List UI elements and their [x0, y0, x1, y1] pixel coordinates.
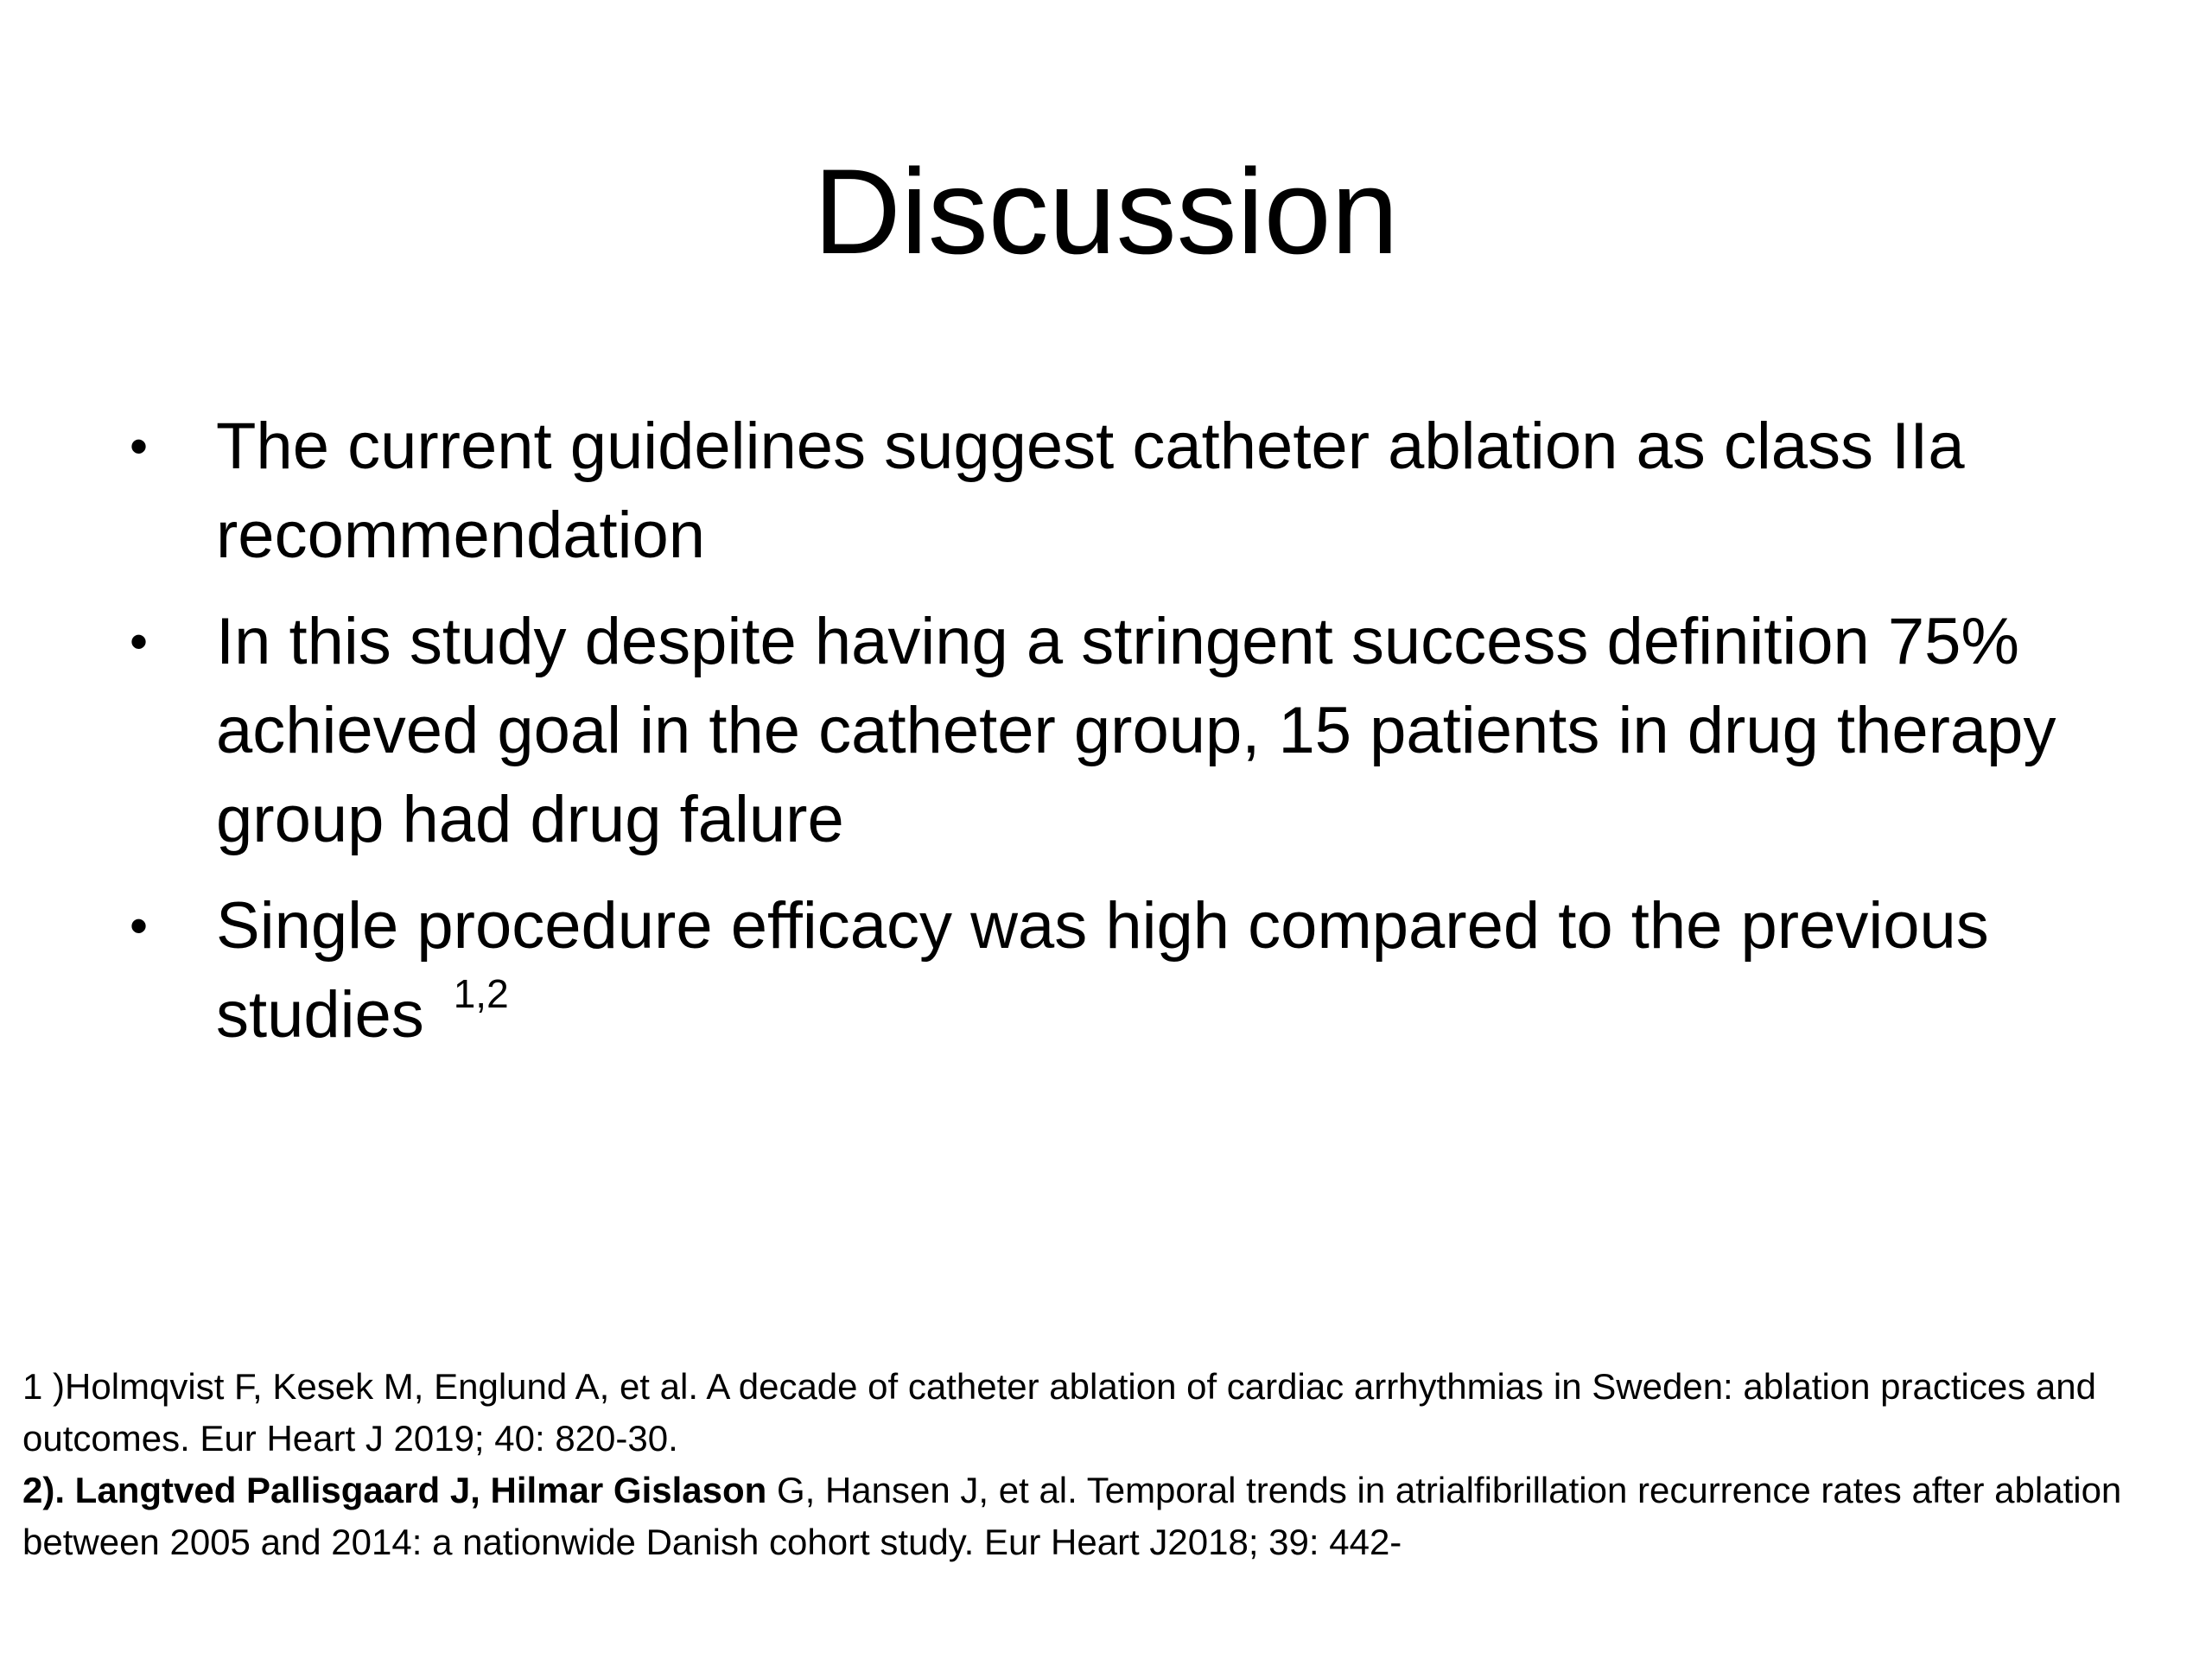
- citation-superscript: 1,2: [442, 971, 509, 1016]
- bullet-dot: •: [130, 417, 149, 475]
- bullet-item-efficacy: [130, 881, 2108, 1059]
- reference-authors-bold: 2). Langtved Pallisgaard J, Hilmar Gislason: [22, 1470, 767, 1510]
- bullet-text: Single procedure efficacy was high compared to the previous studies: [216, 889, 1989, 1052]
- bullet-dot: •: [130, 897, 149, 955]
- bullet-item-study-results: [130, 597, 2108, 864]
- bullet-text: The current guidelines suggest catheter ablation as class IIa recommendation: [216, 410, 1965, 572]
- reference-1: [22, 1361, 2200, 1465]
- reference-2: [22, 1465, 2200, 1568]
- reference-text: G, Hansen J, et al. Temporal trends in atrialfibrillation recurrence rates after ablation between 2005 and 2014: a nationwide Danish cohort study. Eur Heart J2018; 39: 442-: [22, 1470, 2122, 1562]
- reference-text: 1 )Holmqvist F, Kesek M, Englund A, et al. A decade of catheter ablation of cardiac arrhythmias in Sweden: ablation practices and outcomes. Eur Heart J 2019; 40: 820-30.: [22, 1366, 2096, 1459]
- bullet-list: [130, 402, 2108, 1077]
- references: [22, 1361, 2200, 1568]
- bullet-text: In this study despite having a stringent success definition 75% achieved goal in the catheter group, 15 patients in drug therapy group had drug falure: [216, 605, 2056, 856]
- bullet-dot: •: [130, 613, 149, 671]
- bullet-item-guidelines: [130, 402, 2108, 580]
- slide-title: Discussion: [813, 143, 1399, 279]
